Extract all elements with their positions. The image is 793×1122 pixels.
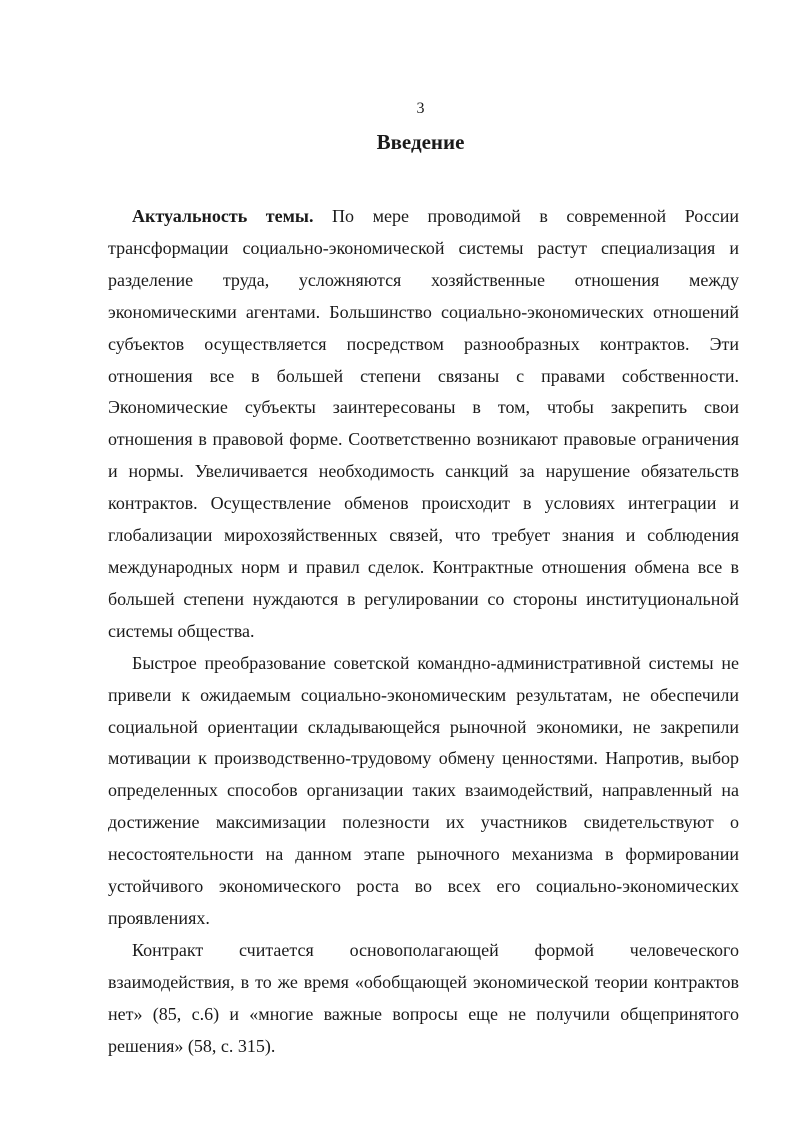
section-heading: Введение: [376, 130, 465, 154]
page-number: 3: [416, 100, 425, 117]
body-text: [108, 201, 739, 1062]
paragraph-text: По мере проводимой в современной России трансформации социально-экономической системы растут специализация и разделение труда, усложняются хозяйственные отношения между экономическими агентами. Большинство социально-экономических отношений субъектов осуществляется посредством разнообразных контрактов. Эти отношения все в большей степени связаны с правами собственности. Экономические субъекты заинтересованы в том, чтобы закрепить свои отношения в правовой форме. Соответственно возникают правовые ограничения и нормы. Увеличивается необходимость санкций за нарушение обязательств контрактов. Осуществление обменов происходит в условиях интеграции и глобализации мирохозяйственных связей, что требует знания и соблюдения международных норм и правил сделок. Контрактные отношения обмена все в большей степени нуждаются в регулировании со стороны институциональной системы общества.: [108, 206, 739, 641]
paragraph-relevance: [108, 201, 739, 648]
paragraph-text: Быстрое преобразование советской командно-административной системы не привели к ожидаемым социально-экономическим результатам, не обеспечили социальной ориентации складывающейся рыночной экономики, не закрепили мотивации к производственно-трудовому обмену ценностями. Напротив, выбор определенных способов организации таких взаимодействий, направленный на достижение максимизации полезности их участников свидетельствуют о несостоятельности на данном этапе рыночного механизма в формировании устойчивого экономического роста во всех его социально-экономических проявлениях.: [108, 652, 739, 928]
paragraph-contract: [108, 935, 739, 1063]
paragraph-text: Контракт считается основополагающей формой человеческого взаимодействия, в то же время «обобщающей экономической теории контрактов нет» (85, с.6) и «многие важные вопросы еще не получили общепринятого решения» (58, с. 315).: [108, 939, 739, 1056]
paragraph-lead: Актуальность темы.: [132, 206, 314, 226]
paragraph-transformation: [108, 648, 739, 935]
